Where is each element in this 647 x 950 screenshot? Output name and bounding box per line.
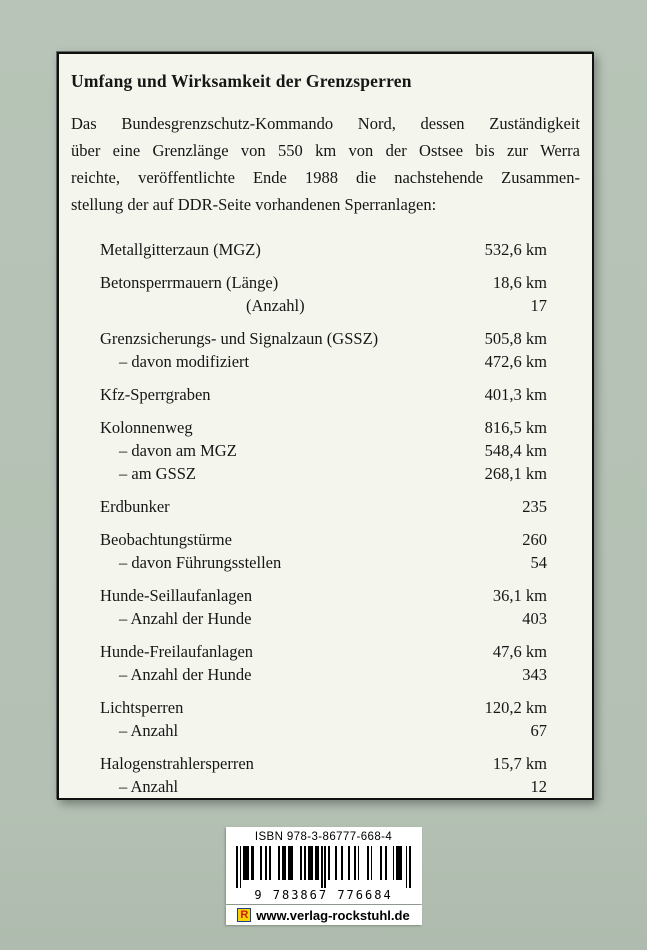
table-row — [100, 238, 547, 261]
row-value: 472,6 km — [484, 352, 547, 371]
table-group — [100, 752, 547, 798]
row-value: 36,1 km — [492, 586, 547, 605]
row-label: – Anzahl — [119, 721, 179, 740]
table-group — [100, 696, 547, 742]
row-label: – Anzahl der Hunde — [119, 609, 252, 628]
row-label: Erdbunker — [100, 497, 170, 516]
row-label: (Anzahl) — [246, 296, 305, 315]
table-group — [100, 584, 547, 630]
row-label: – am GSSZ — [119, 464, 197, 483]
row-value: 235 — [522, 497, 547, 516]
row-value: 268,1 km — [484, 464, 547, 483]
publisher-website: www.verlag-rockstuhl.de — [256, 907, 410, 923]
intro-line: über eine Grenzlänge von 550 km von der Ostsee bis zur Werra — [71, 141, 580, 160]
table-row — [100, 528, 547, 551]
table-row — [100, 696, 547, 719]
row-value: 120,2 km — [484, 698, 547, 717]
publisher-strip — [226, 905, 422, 925]
row-value: 47,6 km — [492, 642, 547, 661]
table-row — [100, 294, 547, 317]
table-group — [100, 238, 547, 261]
barcode-number: 9 783867 776684 — [254, 888, 393, 902]
row-label: Hunde-Seillaufanlagen — [100, 586, 253, 605]
panel-title: Umfang und Wirksamkeit der Grenzsperren — [71, 71, 412, 91]
table-row — [100, 495, 547, 518]
row-label: – Anzahl der Hunde — [119, 665, 252, 684]
row-label: – davon am MGZ — [119, 441, 237, 460]
table-row — [100, 271, 547, 294]
row-label: Halogenstrahlersperren — [100, 754, 254, 773]
row-value: 260 — [522, 530, 547, 549]
intro-line: Das Bundesgrenzschutz-Kommando Nord, dessen Zuständigkeit — [71, 114, 580, 133]
table-group — [100, 495, 547, 518]
row-label: – davon modifiziert — [119, 352, 250, 371]
row-value: 343 — [522, 665, 547, 684]
table-group — [100, 640, 547, 686]
rockstuhl-logo: R — [237, 908, 251, 922]
row-label: – davon Führungsstellen — [119, 553, 282, 572]
row-label: Lichtsperren — [100, 698, 184, 717]
row-label: – Anzahl — [119, 777, 179, 796]
table-group — [100, 416, 547, 485]
table-row — [100, 327, 547, 350]
isbn-label: ISBN 978-3-86777-668-4 — [254, 831, 393, 843]
row-label: Betonsperrmauern (Länge) — [100, 273, 279, 292]
grenzsperren-panel — [57, 52, 594, 800]
table-row — [100, 640, 547, 663]
row-value: 532,6 km — [484, 240, 547, 259]
barcode-box — [226, 827, 422, 904]
row-label: Grenzsicherungs- und Signalzaun (GSSZ) — [100, 329, 379, 348]
table-row — [100, 584, 547, 607]
table-row — [100, 462, 547, 485]
table-group — [100, 271, 547, 317]
table-row — [100, 439, 547, 462]
row-value: 54 — [530, 553, 547, 572]
row-value: 548,4 km — [484, 441, 547, 460]
intro-line: reichte, veröffentlichte Ende 1988 die nachstehende Zusammen- — [71, 168, 580, 187]
intro-paragraph — [71, 110, 580, 218]
row-label: Kfz-Sperrgraben — [100, 385, 211, 404]
sperranlagen-table — [71, 238, 580, 798]
row-label: Beobachtungstürme — [100, 530, 232, 549]
row-value: 15,7 km — [492, 754, 547, 773]
row-label: Kolonnenweg — [100, 418, 193, 437]
table-row — [100, 607, 547, 630]
intro-line: stellung der auf DDR-Seite vorhandenen Sperranlagen: — [71, 195, 437, 214]
table-row — [100, 719, 547, 742]
table-row — [100, 350, 547, 373]
ean-barcode — [236, 846, 412, 888]
table-row — [100, 416, 547, 439]
table-group — [100, 528, 547, 574]
row-value: 401,3 km — [484, 385, 547, 404]
barcode-module — [409, 846, 411, 888]
row-value: 816,5 km — [484, 418, 547, 437]
row-value: 18,6 km — [492, 273, 547, 292]
row-label: Metallgitterzaun (MGZ) — [100, 240, 261, 259]
row-value: 17 — [530, 296, 547, 315]
table-group — [100, 327, 547, 373]
table-row — [100, 663, 547, 686]
table-row — [100, 551, 547, 574]
row-value: 12 — [530, 777, 547, 796]
table-row — [100, 752, 547, 775]
table-row — [100, 383, 547, 406]
row-value: 67 — [530, 721, 547, 740]
row-value: 403 — [522, 609, 547, 628]
row-value: 505,8 km — [484, 329, 547, 348]
table-group — [100, 383, 547, 406]
table-row — [100, 775, 547, 798]
row-label: Hunde-Freilaufanlagen — [100, 642, 254, 661]
